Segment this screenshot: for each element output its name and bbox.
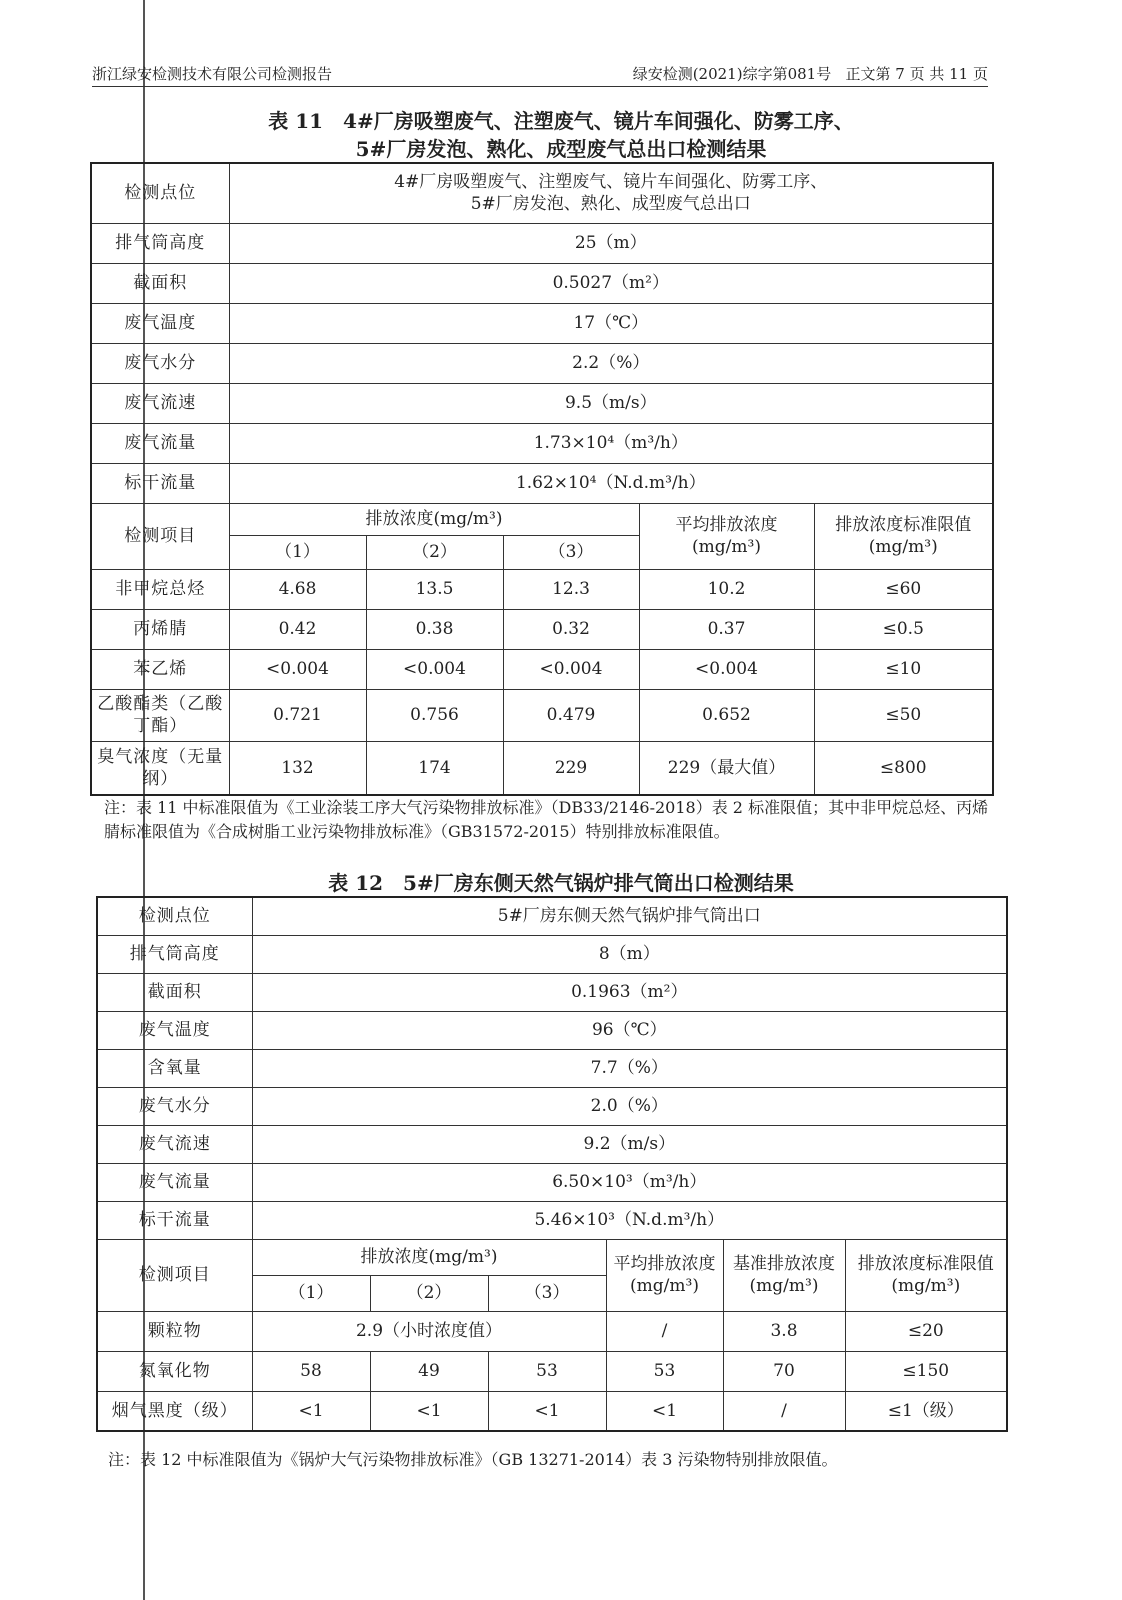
table12-param-value: 6.50×10³（m³/h） <box>252 1163 1007 1201</box>
table11-title-line2: 5#厂房发泡、熟化、成型废气总出口检测结果 <box>355 137 767 161</box>
table12-cell: 2.9（小时浓度值） <box>252 1311 606 1351</box>
table-row <box>97 1311 1007 1351</box>
table11-point-value <box>229 163 993 223</box>
table11-param-value: 1.73×10⁴（m³/h） <box>229 423 993 463</box>
table11-cell: 174 <box>366 741 503 795</box>
table12-cell: 58 <box>252 1351 370 1391</box>
table12-param-value: 8（m） <box>252 935 1007 973</box>
table-row <box>91 609 993 649</box>
table11-item: 苯乙烯 <box>91 649 229 689</box>
table-row <box>91 263 993 303</box>
table12-cell: <1 <box>488 1391 606 1431</box>
table11-param-value: 0.5027（m²） <box>229 263 993 303</box>
table11-cell: <0.004 <box>229 649 366 689</box>
table12-title: 表 12 5#厂房东侧天然气锅炉排气筒出口检测结果 <box>328 871 794 895</box>
table11-param-label: 废气温度 <box>91 303 229 343</box>
table-row <box>91 383 993 423</box>
table-row <box>91 223 993 263</box>
table-row <box>91 303 993 343</box>
table11-cell: ≤0.5 <box>814 609 993 649</box>
table12-param-label: 含氧量 <box>97 1049 252 1087</box>
table11-cell: 13.5 <box>366 569 503 609</box>
table12-cell: 53 <box>488 1351 606 1391</box>
table12-cell: 49 <box>370 1351 488 1391</box>
table12-cell: 70 <box>723 1351 845 1391</box>
table11-cell: 0.652 <box>639 689 814 741</box>
table12-col-item: 检测项目 <box>97 1239 252 1311</box>
table11-cell: 0.479 <box>503 689 639 741</box>
table12-param-label: 标干流量 <box>97 1201 252 1239</box>
table12-cell: / <box>723 1391 845 1431</box>
table12-col-base: 基准排放浓度(mg/m³) <box>723 1239 845 1311</box>
table11-cell: ≤800 <box>814 741 993 795</box>
table11-title-line1: 表 11 4#厂房吸塑废气、注塑废气、镜片车间强化、防雾工序、 <box>268 109 854 133</box>
table11-cell: ≤60 <box>814 569 993 609</box>
table11-point-value-line1: 4#厂房吸塑废气、注塑废气、镜片车间强化、防雾工序、 <box>394 172 828 193</box>
table-row <box>91 689 993 741</box>
table11-param-value: 9.5（m/s） <box>229 383 993 423</box>
table12-note: 注：表 12 中标准限值为《锅炉大气污染物排放标准》（GB 13271-2014）表 3 污染物特别排放限值。 <box>108 1450 838 1469</box>
table11-note: 注：表 11 中标准限值为《工业涂装工序大气污染物排放标准》（DB33/2146-2018）表 2 标准限值；其中非甲烷总烃、丙烯腈标准限值为《合成树脂工业污染物排放标准》（GB31572-2015）特别排放标准限值。 <box>104 798 989 841</box>
table-row <box>97 1125 1007 1163</box>
table-row <box>91 503 993 535</box>
table11-param-label: 废气流速 <box>91 383 229 423</box>
table-row <box>91 163 993 223</box>
table11-cell: 0.756 <box>366 689 503 741</box>
table12-param-label: 废气流量 <box>97 1163 252 1201</box>
table12-subcol: （3） <box>488 1275 606 1311</box>
table11-param-value: 2.2（%） <box>229 343 993 383</box>
table12-param-value: 5.46×10³（N.d.m³/h） <box>252 1201 1007 1239</box>
table-row <box>97 935 1007 973</box>
table11-point-label: 检测点位 <box>91 163 229 223</box>
table12-param-value: 2.0（%） <box>252 1087 1007 1125</box>
table12-cell: <1 <box>370 1391 488 1431</box>
table12 <box>96 896 1008 1432</box>
table11-param-label: 排气筒高度 <box>91 223 229 263</box>
table11 <box>90 162 994 796</box>
table12-param-label: 废气温度 <box>97 1011 252 1049</box>
table11-col-item: 检测项目 <box>91 503 229 569</box>
table11-col-avg: 平均排放浓度(mg/m³) <box>639 503 814 569</box>
table11-cell: <0.004 <box>503 649 639 689</box>
table11-item: 乙酸酯类（乙酸丁酯） <box>91 689 229 741</box>
table11-param-value: 25（m） <box>229 223 993 263</box>
table12-param-value: 9.2（m/s） <box>252 1125 1007 1163</box>
table12-cell: / <box>606 1311 723 1351</box>
table11-subcol: （3） <box>503 535 639 569</box>
header-report-info <box>633 63 988 84</box>
page-header <box>92 58 988 87</box>
table-row <box>97 1049 1007 1087</box>
table-row <box>97 1087 1007 1125</box>
table12-point-label: 检测点位 <box>97 897 252 935</box>
table11-item: 非甲烷总烃 <box>91 569 229 609</box>
table11-cell: <0.004 <box>639 649 814 689</box>
table11-cell: 0.42 <box>229 609 366 649</box>
table12-param-label: 废气水分 <box>97 1087 252 1125</box>
table11-cell: ≤50 <box>814 689 993 741</box>
table11-cell: ≤10 <box>814 649 993 689</box>
table12-col-conc: 排放浓度(mg/m³) <box>252 1239 606 1275</box>
header-company: 浙江绿安检测技术有限公司检测报告 <box>92 65 333 83</box>
table-row <box>97 973 1007 1011</box>
table-row <box>91 569 993 609</box>
table12-col-avg: 平均排放浓度(mg/m³) <box>606 1239 723 1311</box>
table12-subcol: （2） <box>370 1275 488 1311</box>
table11-cell: 229 <box>503 741 639 795</box>
table11-param-label: 标干流量 <box>91 463 229 503</box>
table11-cell: 229（最大值） <box>639 741 814 795</box>
table11-subcol: （2） <box>366 535 503 569</box>
table11-item: 丙烯腈 <box>91 609 229 649</box>
table-row <box>97 1239 1007 1275</box>
table11-cell: 0.32 <box>503 609 639 649</box>
table-row <box>97 1163 1007 1201</box>
table11-cell: 0.721 <box>229 689 366 741</box>
table-row <box>97 1391 1007 1431</box>
table11-cell: 132 <box>229 741 366 795</box>
header-report-no: 绿安检测(2021)综字第081号 <box>632 65 832 83</box>
table12-param-value: 96（℃） <box>252 1011 1007 1049</box>
table-row <box>91 463 993 503</box>
table12-item: 烟气黑度（级） <box>97 1391 252 1431</box>
table12-cell: 53 <box>606 1351 723 1391</box>
table12-cell: 3.8 <box>723 1311 845 1351</box>
table11-item: 臭气浓度（无量纲） <box>91 741 229 795</box>
table12-subcol: （1） <box>252 1275 370 1311</box>
table-row <box>91 741 993 795</box>
table12-param-label: 排气筒高度 <box>97 935 252 973</box>
table11-cell: 4.68 <box>229 569 366 609</box>
table11-subcol: （1） <box>229 535 366 569</box>
table11-cell: <0.004 <box>366 649 503 689</box>
table11-cell: 12.3 <box>503 569 639 609</box>
table12-cell: ≤1（级） <box>845 1391 1007 1431</box>
table-row <box>97 1201 1007 1239</box>
table12-param-value: 7.7（%） <box>252 1049 1007 1087</box>
table12-param-label: 截面积 <box>97 973 252 1011</box>
table12-col-limit: 排放浓度标准限值(mg/m³) <box>845 1239 1007 1311</box>
table12-item: 颗粒物 <box>97 1311 252 1351</box>
table11-cell: 0.38 <box>366 609 503 649</box>
table12-cell: <1 <box>252 1391 370 1431</box>
table-row <box>97 1011 1007 1049</box>
table11-param-value: 17（℃） <box>229 303 993 343</box>
table12-cell: ≤150 <box>845 1351 1007 1391</box>
table12-cell: ≤20 <box>845 1311 1007 1351</box>
table-row <box>91 423 993 463</box>
table-row <box>91 649 993 689</box>
header-page-info: 正文第 7 页 共 11 页 <box>845 65 988 83</box>
table12-cell: <1 <box>606 1391 723 1431</box>
table11-cell: 0.37 <box>639 609 814 649</box>
table11-col-limit: 排放浓度标准限值(mg/m³) <box>814 503 993 569</box>
table-row <box>97 897 1007 935</box>
table11-cell: 10.2 <box>639 569 814 609</box>
table11-col-conc: 排放浓度(mg/m³) <box>229 503 639 535</box>
table12-point-value: 5#厂房东侧天然气锅炉排气筒出口 <box>252 897 1007 935</box>
table-row <box>97 1351 1007 1391</box>
table12-item: 氮氧化物 <box>97 1351 252 1391</box>
table11-param-label: 废气水分 <box>91 343 229 383</box>
table11-param-label: 废气流量 <box>91 423 229 463</box>
table12-param-label: 废气流速 <box>97 1125 252 1163</box>
table12-param-value: 0.1963（m²） <box>252 973 1007 1011</box>
table-row <box>91 343 993 383</box>
table11-param-label: 截面积 <box>91 263 229 303</box>
table11-param-value: 1.62×10⁴（N.d.m³/h） <box>229 463 993 503</box>
table11-point-value-line2: 5#厂房发泡、熟化、成型废气总出口 <box>470 194 751 215</box>
